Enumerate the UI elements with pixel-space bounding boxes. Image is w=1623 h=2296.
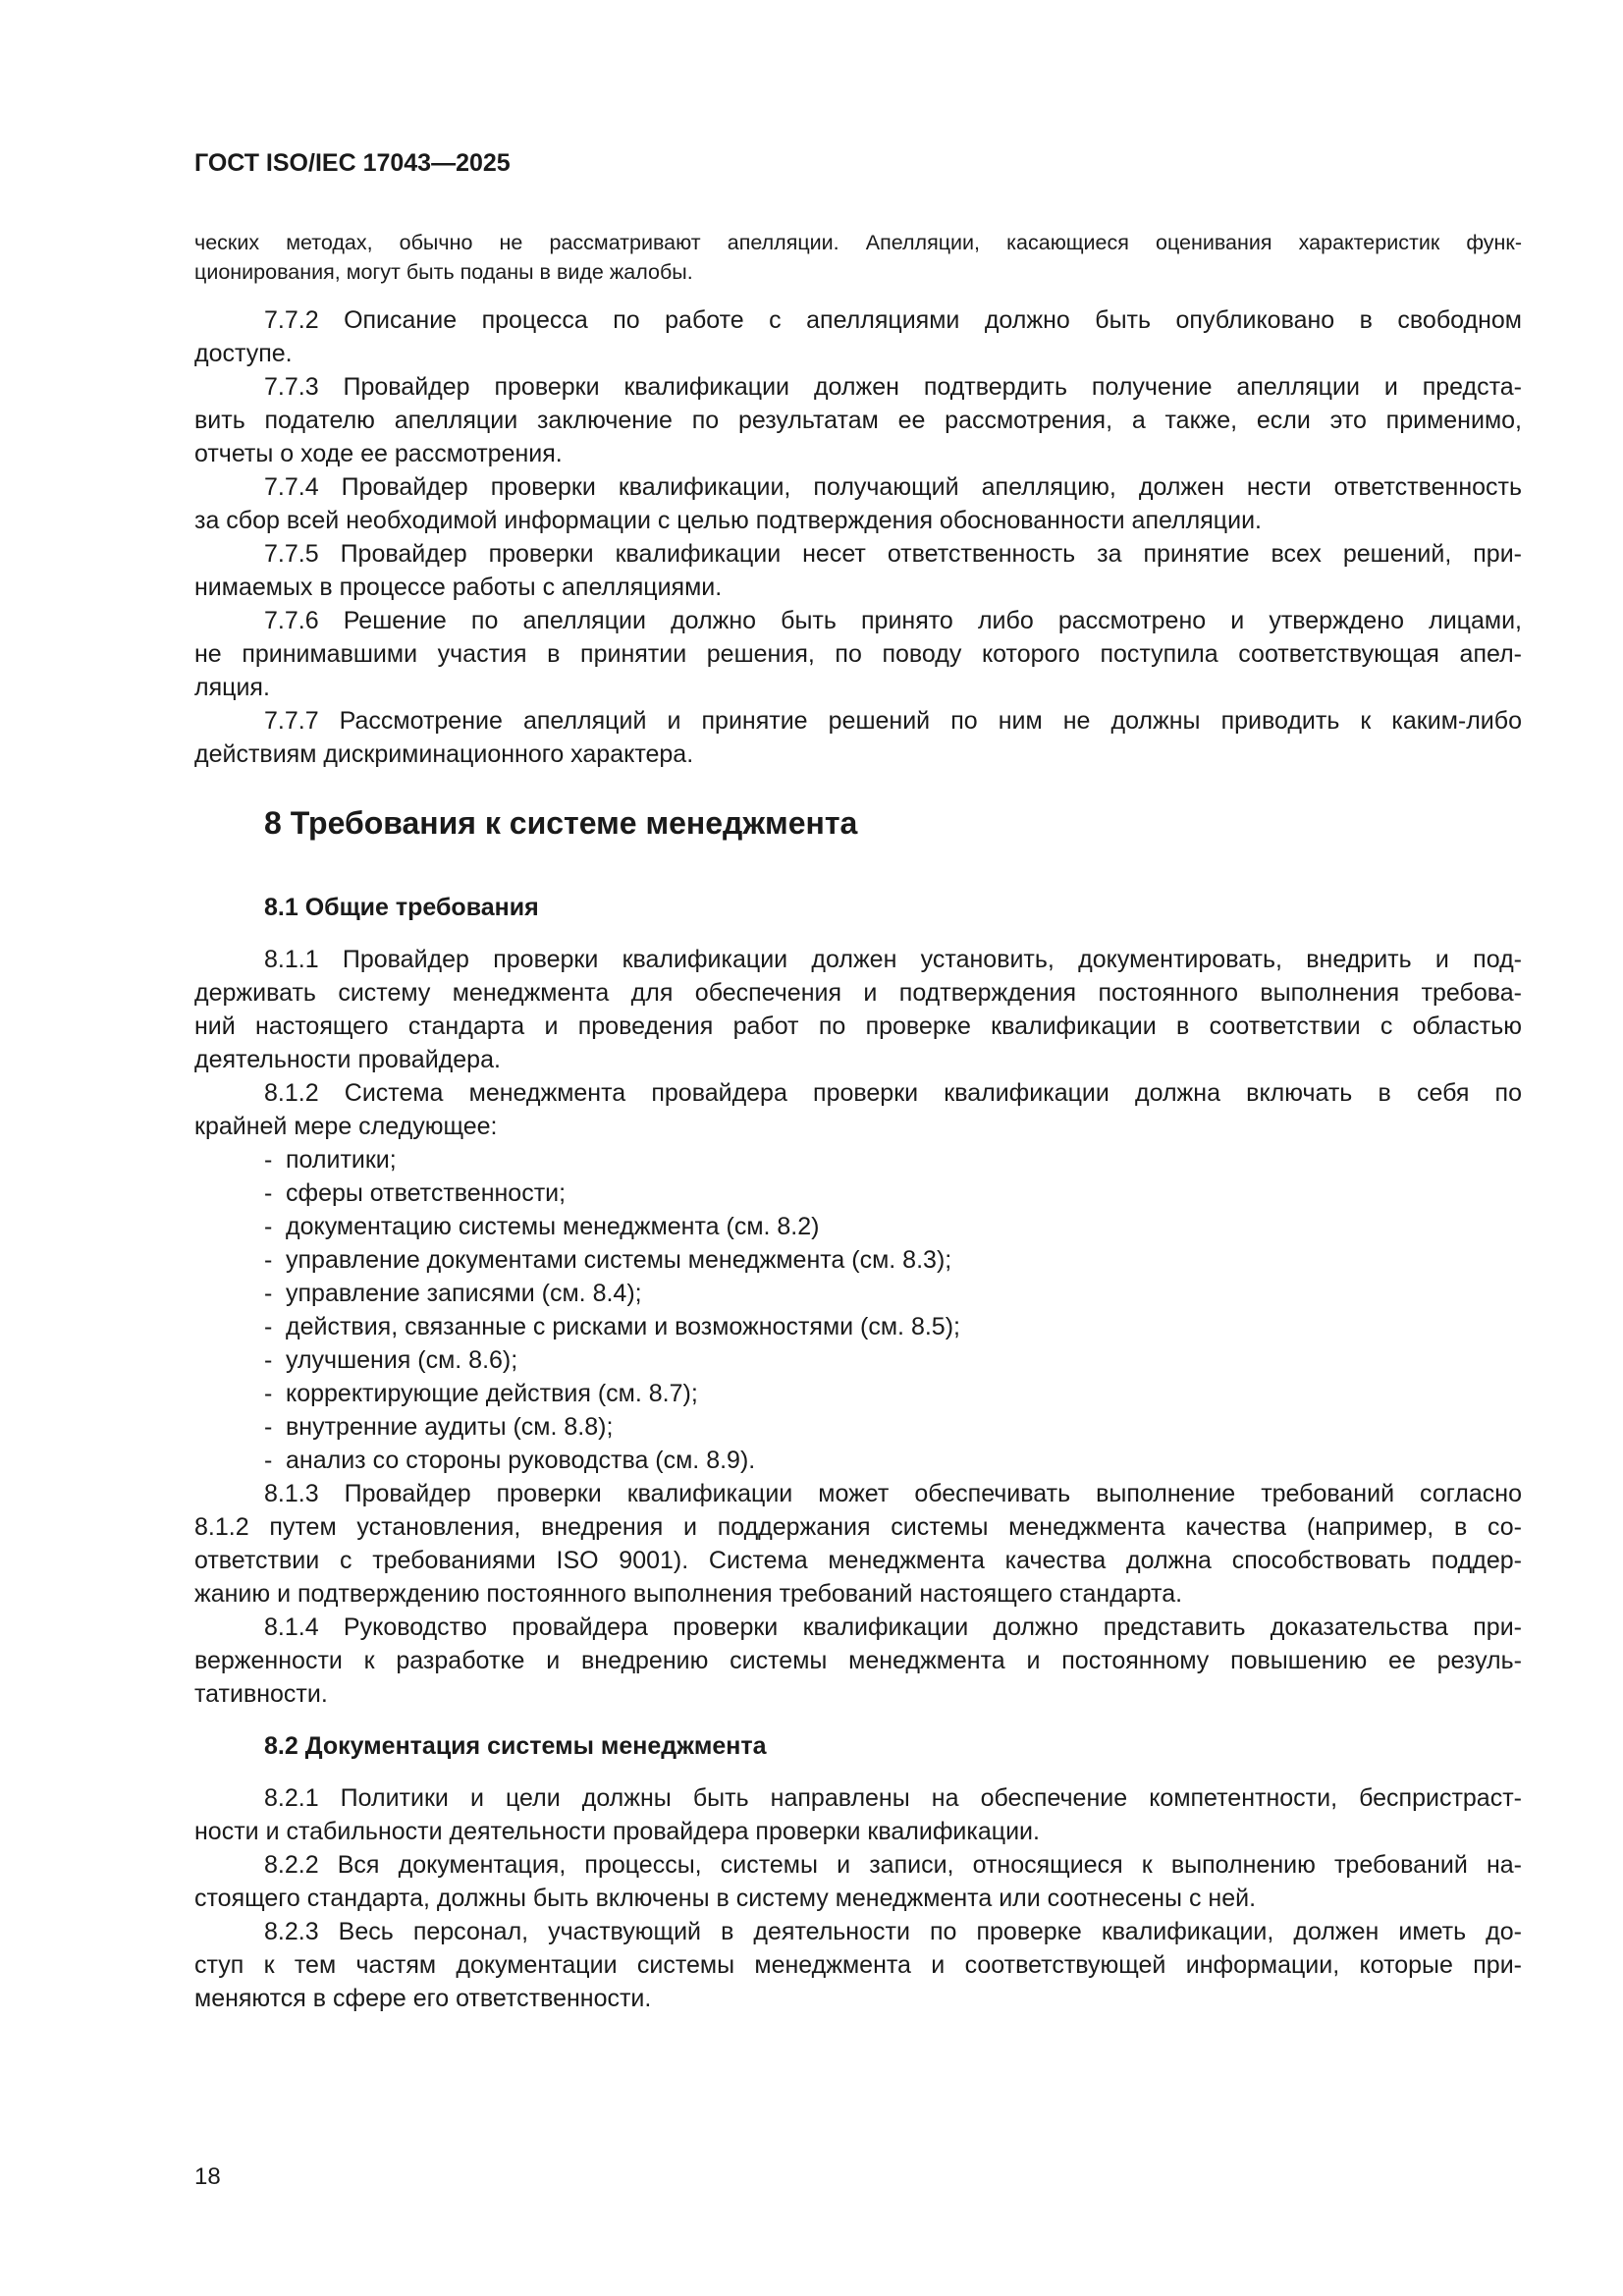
paragraph-line: держивать систему менеджмента для обеспечения и подтверждения постоянного выполнения требова- bbox=[194, 979, 1522, 1007]
paragraph-line: жанию и подтверждению постоянного выполнения требований настоящего стандарта. bbox=[194, 1580, 1183, 1608]
paragraph-line: 7.7.7 Рассмотрение апелляций и принятие решений по ним не должны приводить к каким-либо bbox=[264, 707, 1522, 735]
paragraph-line: крайней мере следующее: bbox=[194, 1113, 498, 1140]
paragraph-line: ляция. bbox=[194, 674, 270, 701]
paragraph-line: ний настоящего стандарта и проведения работ по проверке квалификации в соответствии с областью bbox=[194, 1012, 1522, 1040]
list-item: - управление записями (см. 8.4); bbox=[264, 1280, 642, 1307]
paragraph-line: нимаемых в процессе работы с апелляциями. bbox=[194, 574, 723, 601]
list-item: - улучшения (см. 8.6); bbox=[264, 1346, 518, 1374]
paragraph-line: 8.2.3 Весь персонал, участвующий в деятельности по проверке квалификации, должен иметь до- bbox=[264, 1918, 1522, 1945]
paragraph-line: деятельности провайдера. bbox=[194, 1046, 501, 1073]
list-item: - действия, связанные с рисками и возможностями (см. 8.5); bbox=[264, 1313, 960, 1340]
list-item: - политики; bbox=[264, 1146, 397, 1174]
page-number: 18 bbox=[194, 2163, 221, 2190]
paragraph-line: не принимавшими участия в принятии решения, по поводу которого поступила соответствующая апел- bbox=[194, 640, 1522, 668]
list-item: - документацию системы менеджмента (см. 8.2) bbox=[264, 1213, 820, 1240]
document-header: ГОСТ ISO/IEC 17043—2025 bbox=[194, 149, 511, 177]
paragraph-line: 8.1.2 Система менеджмента провайдера проверки квалификации должна включать в себя по bbox=[264, 1079, 1522, 1107]
paragraph-line: ступ к тем частям документации системы менеджмента и соответствующей информации, которые при- bbox=[194, 1951, 1522, 1979]
paragraph-line: стоящего стандарта, должны быть включены в систему менеджмента или соотнесены с ней. bbox=[194, 1885, 1257, 1912]
paragraph-line: 7.7.5 Провайдер проверки квалификации несет ответственность за принятие всех решений, при- bbox=[264, 540, 1522, 568]
paragraph-line: отчеты о ходе ее рассмотрения. bbox=[194, 440, 563, 467]
paragraph-line: ответствии с требованиями ISO 9001). Система менеджмента качества должна способствовать поддер- bbox=[194, 1547, 1522, 1574]
list-item: - управление документами системы менеджмента (см. 8.3); bbox=[264, 1246, 952, 1274]
section-heading: 8 Требования к системе менеджмента bbox=[264, 805, 858, 841]
paragraph-line: доступе. bbox=[194, 340, 293, 367]
list-item: - сферы ответственности; bbox=[264, 1179, 567, 1207]
paragraph-line: за сбор всей необходимой информации с целью подтверждения обоснованности апелляции. bbox=[194, 507, 1262, 534]
list-item: - внутренние аудиты (см. 8.8); bbox=[264, 1413, 614, 1441]
note-line: ционирования, могут быть поданы в виде жалобы. bbox=[194, 260, 693, 284]
paragraph-line: верженности к разработке и внедрению системы менеджмента и постоянному повышению ее резуль- bbox=[194, 1647, 1522, 1674]
paragraph-line: 7.7.6 Решение по апелляции должно быть принято либо рассмотрено и утверждено лицами, bbox=[264, 607, 1522, 634]
note-line: ческих методах, обычно не рассматривают апелляции. Апелляции, касающиеся оценивания характеристик функ- bbox=[194, 231, 1522, 254]
paragraph-line: 8.1.4 Руководство провайдера проверки квалификации должно представить доказательства при- bbox=[264, 1613, 1522, 1641]
paragraph-line: 8.1.3 Провайдер проверки квалификации может обеспечивать выполнение требований согласно bbox=[264, 1480, 1522, 1507]
subsection-heading: 8.2 Документация системы менеджмента bbox=[264, 1732, 767, 1760]
paragraph-line: 7.7.3 Провайдер проверки квалификации должен подтвердить получение апелляции и предста- bbox=[264, 373, 1522, 401]
subsection-heading: 8.1 Общие требования bbox=[264, 894, 539, 921]
paragraph-line: 8.2.2 Вся документация, процессы, системы и записи, относящиеся к выполнению требований на- bbox=[264, 1851, 1522, 1879]
list-item: - анализ со стороны руководства (см. 8.9). bbox=[264, 1447, 756, 1474]
paragraph-line: меняются в сфере его ответственности. bbox=[194, 1985, 652, 2012]
paragraph-line: тативности. bbox=[194, 1680, 328, 1708]
paragraph-line: 7.7.2 Описание процесса по работе с апелляциями должно быть опубликовано в свободном bbox=[264, 306, 1522, 334]
paragraph-line: ности и стабильности деятельности провайдера проверки квалификации. bbox=[194, 1818, 1040, 1845]
paragraph-line: 8.2.1 Политики и цели должны быть направлены на обеспечение компетентности, беспристраст- bbox=[264, 1784, 1522, 1812]
list-item: - корректирующие действия (см. 8.7); bbox=[264, 1380, 698, 1407]
paragraph-line: вить подателю апелляции заключение по результатам ее рассмотрения, а также, если это применимо, bbox=[194, 407, 1522, 434]
paragraph-line: 7.7.4 Провайдер проверки квалификации, получающий апелляцию, должен нести ответственность bbox=[264, 473, 1522, 501]
paragraph-line: 8.1.1 Провайдер проверки квалификации должен установить, документировать, внедрить и под- bbox=[264, 946, 1522, 973]
paragraph-line: 8.1.2 путем установления, внедрения и поддержания системы менеджмента качества (например, в со- bbox=[194, 1513, 1522, 1541]
paragraph-line: действиям дискриминационного характера. bbox=[194, 740, 694, 768]
